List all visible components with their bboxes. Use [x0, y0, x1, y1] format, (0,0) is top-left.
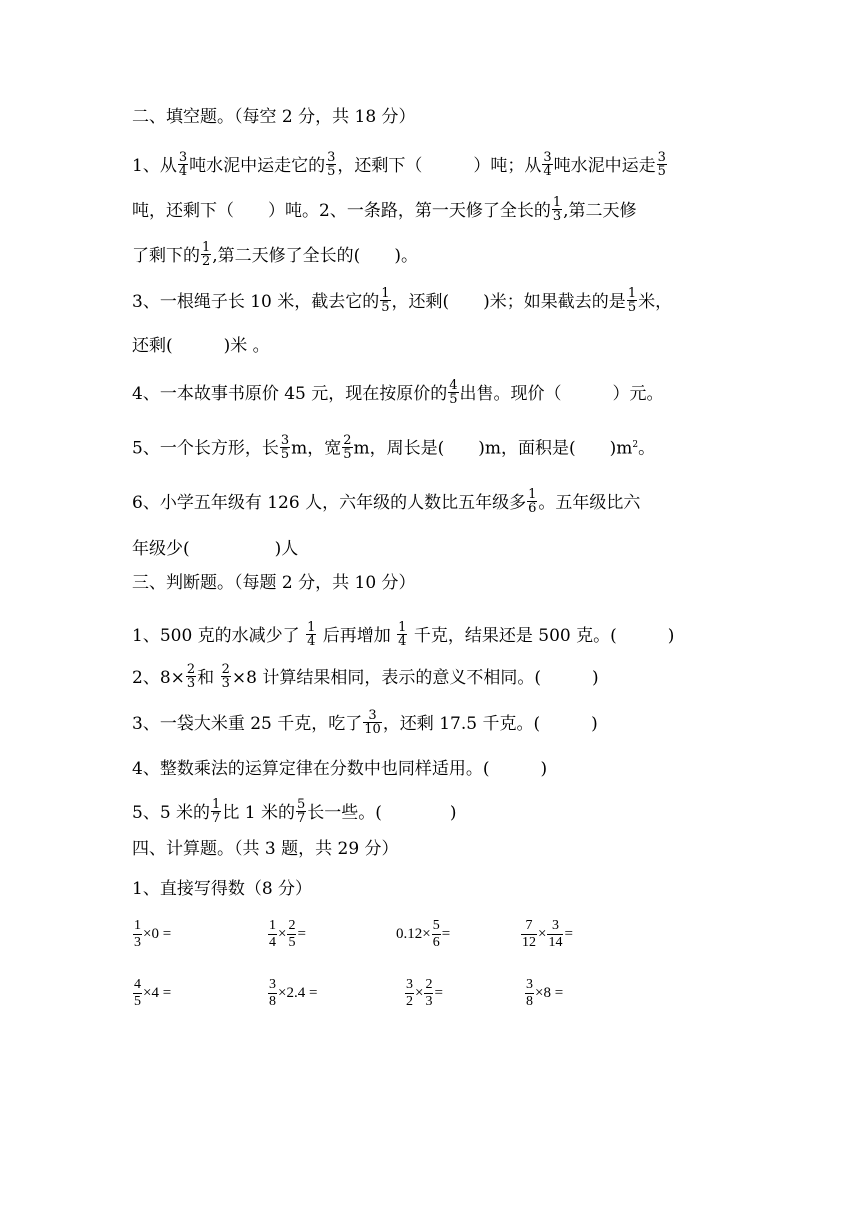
question-1-line-1: 1、从 $\frac{3}{4}$ 吨水泥中运走它的 $\frac{3}{5}$ ，还剩下（ ）吨；从 $\frac{3}{4}$ 吨水泥中运走 $\frac{3}{5}$: [132, 150, 666, 179]
fraction: $\frac{1}{5}$: [381, 286, 390, 315]
fraction: $\frac{1}{3}$: [552, 195, 562, 224]
fraction: $\frac{1}{7}$: [212, 797, 221, 826]
question-2-line-2: 了剩下的 $\frac{1}{2}$ ,第二天修了全长的( )。: [132, 240, 418, 269]
judge-5: 5、5 米的 $\frac{1}{7}$ 比 1 米的 $\frac{5}{7}$ 长一些。( ): [132, 797, 457, 826]
question-1-line-2: 吨，还剩下（ ）吨。2、一条路，第一天修了全长的 $\frac{1}{3}$ ,第二天修: [132, 195, 637, 224]
question-5: 5、一个长方形，长 $\frac{3}{5}$ m，宽 $\frac{2}{5}$ m，周长是( )m，面积是( )$m^2$。: [132, 432, 656, 462]
fraction: $\frac{1}{4}$: [398, 620, 407, 649]
fraction: $\frac{2}{5}$: [343, 432, 352, 462]
section4-heading: 四、计算题。（共 3 题，共 29 分）: [132, 839, 399, 859]
fraction: $\frac{3}{10}$: [364, 708, 381, 737]
question-6-line-1: 6、小学五年级有 126 人，六年级的人数比五年级多 $\frac{1}{6}$ 。五年级比六: [132, 487, 641, 516]
fraction: $\frac{5}{7}$: [296, 797, 306, 826]
calc-item: $\frac{7}{12}$ × $\frac{3}{14}$ =: [522, 918, 573, 950]
calc-subheading: 1、直接写得数（8 分）: [132, 879, 313, 899]
fraction: $\frac{2}{3}$: [186, 662, 196, 691]
fraction: $\frac{3}{5}$: [657, 150, 666, 179]
fraction: $\frac{2}{3}$: [221, 662, 230, 691]
calc-item: $\frac{1}{4}$ × $\frac{2}{5}$ =: [269, 918, 306, 950]
question-3-line-2: 还剩( )米 。: [132, 336, 270, 356]
calc-item: 0.12× $\frac{5}{6}$ =: [396, 918, 451, 950]
calc-item: $\frac{4}{5}$ ×4 =: [134, 977, 172, 1009]
fraction: $\frac{1}{2}$: [202, 240, 211, 269]
calc-item: $\frac{1}{3}$ ×0 =: [134, 918, 172, 950]
calc-item: $\frac{3}{2}$ × $\frac{2}{3}$ =: [406, 977, 443, 1009]
section3-heading: 三、判断题。（每题 2 分，共 10 分）: [132, 573, 416, 593]
judge-2: 2、8× $\frac{2}{3}$ 和 $\frac{2}{3}$ ×8 计算结果相同，表示的意义不相同。( ): [132, 662, 599, 691]
calc-item: $\frac{3}{8}$ ×2.4 =: [269, 977, 318, 1009]
judge-4: 4、整数乘法的运算定律在分数中也同样适用。( ): [132, 759, 548, 779]
judge-3: 3、一袋大米重 25 千克，吃了 $\frac{3}{10}$ ，还剩 17.5 千克。( ): [132, 708, 598, 737]
fraction: $\frac{1}{6}$: [528, 487, 537, 516]
fraction: $\frac{3}{4}$: [178, 150, 188, 179]
fraction: $\frac{1}{4}$: [307, 620, 316, 649]
judge-1: 1、500 克的水减少了 $\frac{1}{4}$ 后再增加 $\frac{1}{4}$ 千克，结果还是 500 克。( ): [132, 620, 675, 649]
fraction: $\frac{3}{4}$: [543, 150, 552, 179]
section2-heading: 二、填空题。（每空 2 分，共 18 分）: [132, 107, 416, 127]
fraction: $\frac{4}{5}$: [449, 378, 458, 407]
calc-item: $\frac{3}{8}$ ×8 =: [526, 977, 564, 1009]
fraction: $\frac{1}{5}$: [627, 286, 637, 315]
question-3-line-1: 3、一根绳子长 10 米，截去它的 $\frac{1}{5}$ ，还剩( )米；如果截去的是 $\frac{1}{5}$ 米，: [132, 286, 673, 315]
fraction: $\frac{3}{5}$: [280, 432, 290, 462]
question-6-line-2: 年级少( )人: [132, 539, 299, 559]
question-4: 4、一本故事书原价 45 元，现在按原价的 $\frac{4}{5}$ 出售。现价（ ）元。: [132, 378, 664, 407]
fraction: $\frac{3}{5}$: [327, 150, 336, 179]
